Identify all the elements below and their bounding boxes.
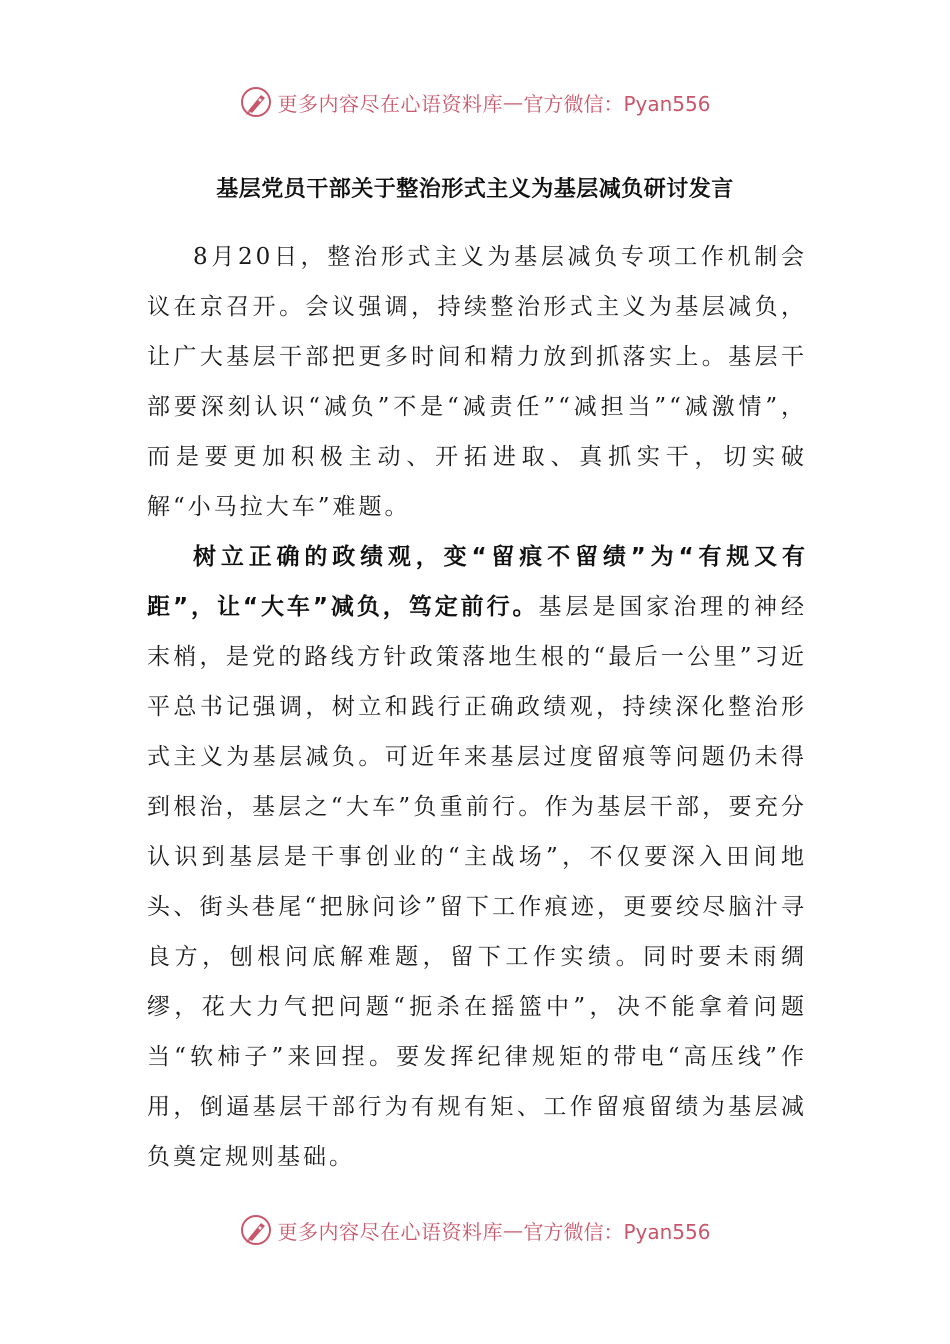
watermark-separator: — (502, 1218, 524, 1242)
paragraph-2 (147, 532, 807, 1182)
paragraph-2-lead: 树立正确的政绩观，变“留痕不留绩”为“有规又有距”，让“大车”减负，笃定前行。 (147, 544, 807, 620)
paragraph-1 (147, 232, 807, 532)
header-watermark (0, 82, 950, 122)
paragraph-1-text: 8月20日，整治形式主义为基层减负专项工作机制会议在京召开。会议强调，持续整治形式主义为基层减负，让广大基层干部把更多时间和精力放到抓落实上。基层干部要深刻认识“减负”不是“减责任”“减担当”“减激情”，而是要更加积极主动、开拓进取、真抓实干，切实破解“小马拉大车”难题。 (147, 244, 807, 520)
document-title: 基层党员干部关于整治形式主义为基层减负研讨发言 (216, 177, 734, 202)
pen-nib-logo-icon (239, 85, 273, 119)
paragraph-2-text: 基层是国家治理的神经末梢，是党的路线方针政策落地生根的“最后一公里”习近平总书记强调，树立和践行正确政绩观，持续深化整治形式主义为基层减负。可近年来基层过度留痕等问题仍未得到根治，基层之“大车”负重前行。作为基层干部，要充分认识到基层是干事创业的“主战场”，不仅要深入田间地头、街头巷尾“把脉问诊”留下工作痕迹，更要绞尽脑汁寻良方，刨根问底解难题，留下工作实绩。同时要未雨绸缪，花大力气把问题“扼杀在摇篮中”，决不能拿着问题当“软柿子”来回捏。要发挥纪律规矩的带电“高压线”作用，倒逼基层干部行为有规有矩、工作留痕留绩为基层减负奠定规则基础。 (147, 594, 807, 1170)
pen-nib-logo-icon (239, 1213, 273, 1247)
footer-watermark (0, 1210, 950, 1250)
watermark-brand: 更多内容尽在心语资料库 (277, 91, 503, 116)
watermark-wechat: 官方微信：Pyan556 (523, 91, 711, 116)
document-body (147, 232, 807, 1182)
watermark-brand: 更多内容尽在心语资料库 (277, 1219, 503, 1244)
watermark-wechat: 官方微信：Pyan556 (523, 1219, 711, 1244)
watermark-separator: — (502, 90, 524, 114)
